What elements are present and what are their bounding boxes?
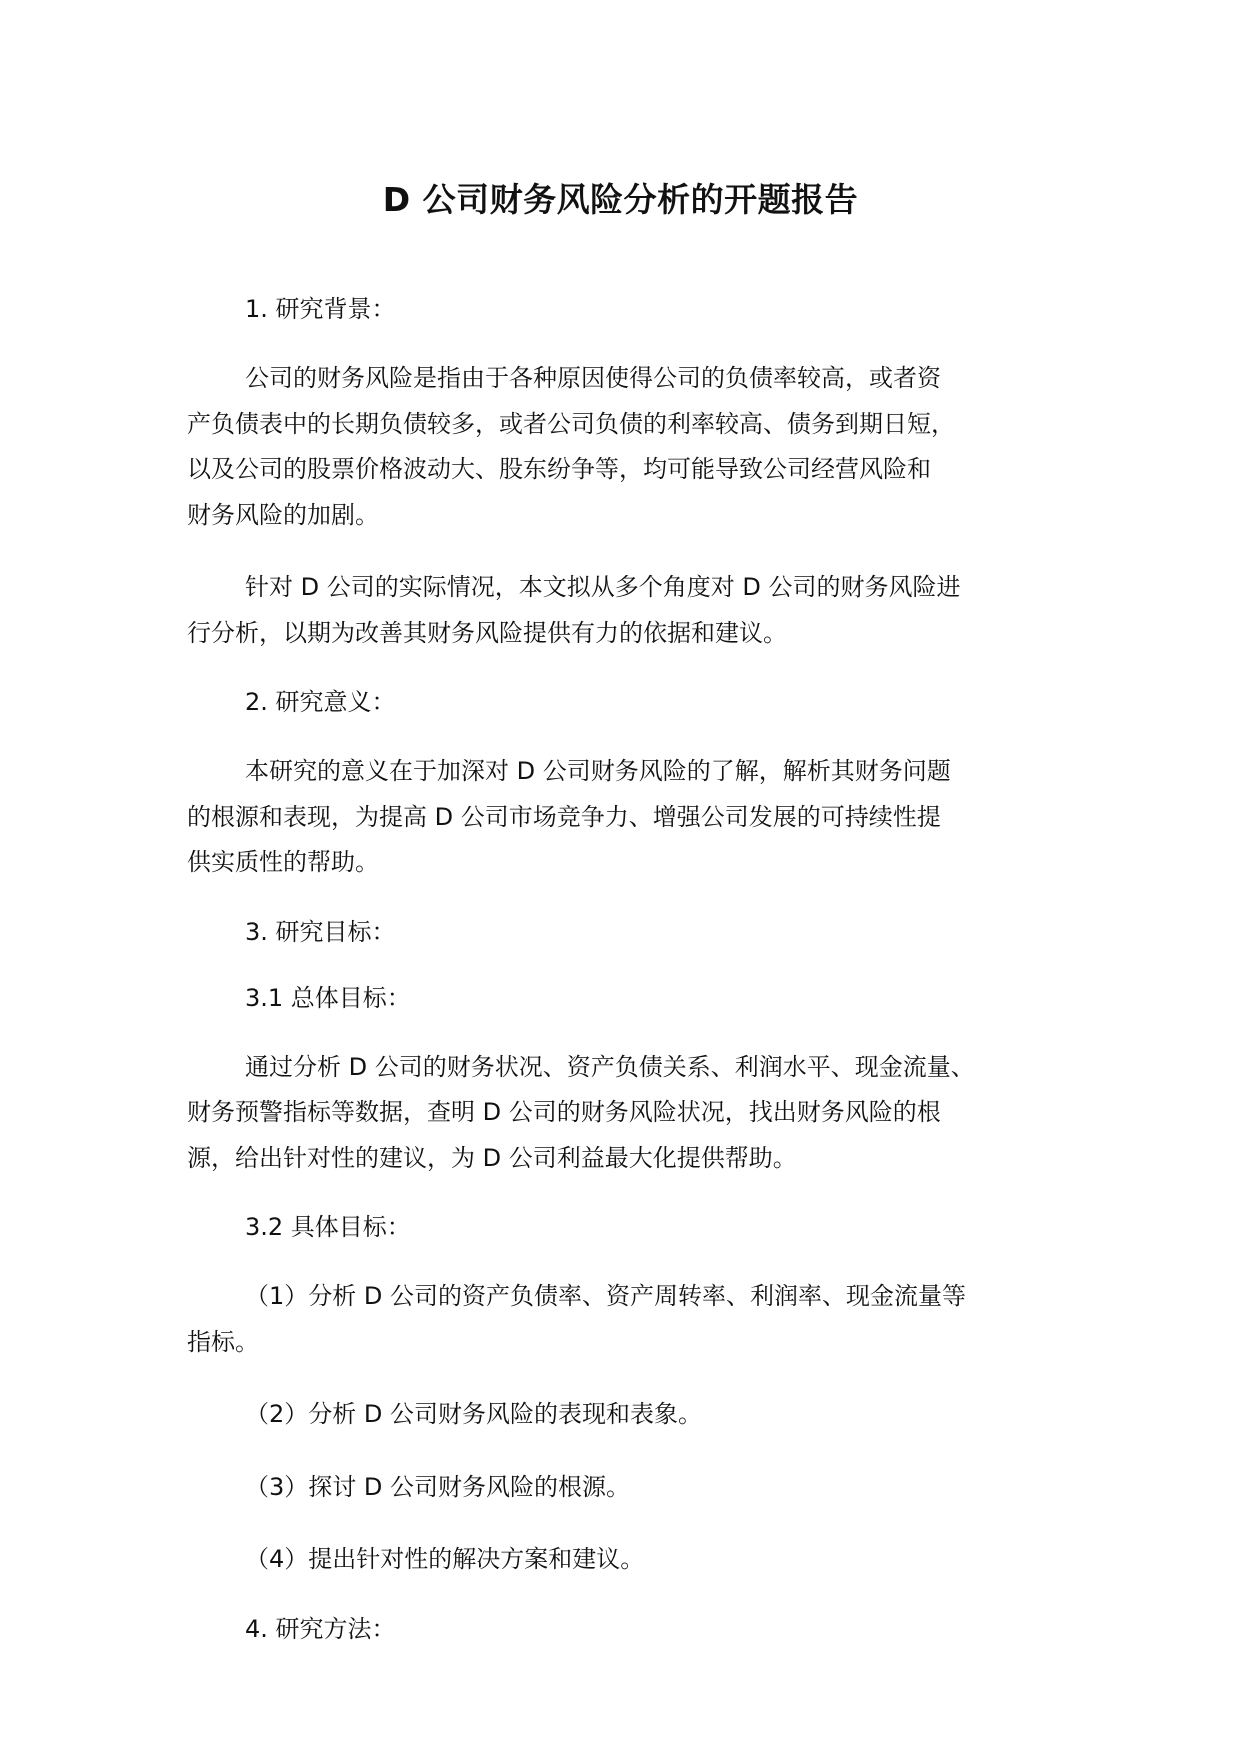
document-body bbox=[187, 290, 1077, 1648]
subsection-heading-overall: 3.1 总体目标： bbox=[245, 983, 411, 1012]
text-line: （2）分析 D 公司财务风险的表现和表象。 bbox=[245, 1400, 703, 1428]
text-line: （4）提出针对性的解决方案和建议。 bbox=[245, 1545, 645, 1573]
paragraph-background-1 bbox=[187, 356, 1077, 538]
text-line: 通过分析 D 公司的财务状况、资产负债关系、利润水平、现金流量、 bbox=[245, 1052, 975, 1081]
text-line: 的根源和表现，为提高 D 公司市场竞争力、增强公司发展的可持续性提 bbox=[187, 802, 941, 831]
paragraph-overall-objective bbox=[187, 1045, 1077, 1182]
text-line: （1）分析 D 公司的资产负债率、资产周转率、利润率、现金流量等 bbox=[245, 1282, 967, 1310]
text-line: （3）探讨 D 公司财务风险的根源。 bbox=[245, 1472, 631, 1501]
text-line: 产负债表中的长期负债较多，或者公司负债的利率较高、债务到期日短， bbox=[187, 409, 955, 438]
text-line: 指标。 bbox=[187, 1327, 259, 1356]
section-heading-objectives: 3. 研究目标： bbox=[245, 917, 396, 946]
paragraph-background-2 bbox=[187, 565, 1077, 656]
list-item-specific-4 bbox=[187, 1537, 1077, 1583]
text-line: 本研究的意义在于加深对 D 公司财务风险的了解，解析其财务问题 bbox=[245, 757, 951, 785]
text-line: 行分析，以期为改善其财务风险提供有力的依据和建议。 bbox=[187, 618, 787, 647]
text-line: 财务预警指标等数据，查明 D 公司的财务风险状况，找出财务风险的根 bbox=[187, 1098, 941, 1126]
section-heading-significance: 2. 研究意义： bbox=[245, 688, 396, 716]
text-line: 公司的财务风险是指由于各种原因使得公司的负债率较高，或者资 bbox=[245, 364, 941, 392]
text-line: 源，给出针对性的建议，为 D 公司利益最大化提供帮助。 bbox=[187, 1143, 797, 1172]
list-item-specific-1 bbox=[187, 1274, 1077, 1365]
text-line: 财务风险的加剧。 bbox=[187, 500, 379, 529]
paragraph-significance bbox=[187, 749, 1077, 886]
text-line: 针对 D 公司的实际情况，本文拟从多个角度对 D 公司的财务风险进 bbox=[245, 573, 961, 601]
section-heading-methods: 4. 研究方法： bbox=[245, 1614, 396, 1643]
text-line: 供实质性的帮助。 bbox=[187, 848, 379, 876]
section-heading-background: 1. 研究背景： bbox=[245, 295, 396, 323]
document-title: D 公司财务风险分析的开题报告 bbox=[382, 180, 859, 219]
subsection-heading-specific: 3.2 具体目标： bbox=[245, 1213, 411, 1241]
list-item-specific-2 bbox=[187, 1392, 1077, 1438]
text-line: 以及公司的股票价格波动大、股东纷争等，均可能导致公司经营风险和 bbox=[187, 455, 931, 483]
list-item-specific-3 bbox=[187, 1465, 1077, 1511]
